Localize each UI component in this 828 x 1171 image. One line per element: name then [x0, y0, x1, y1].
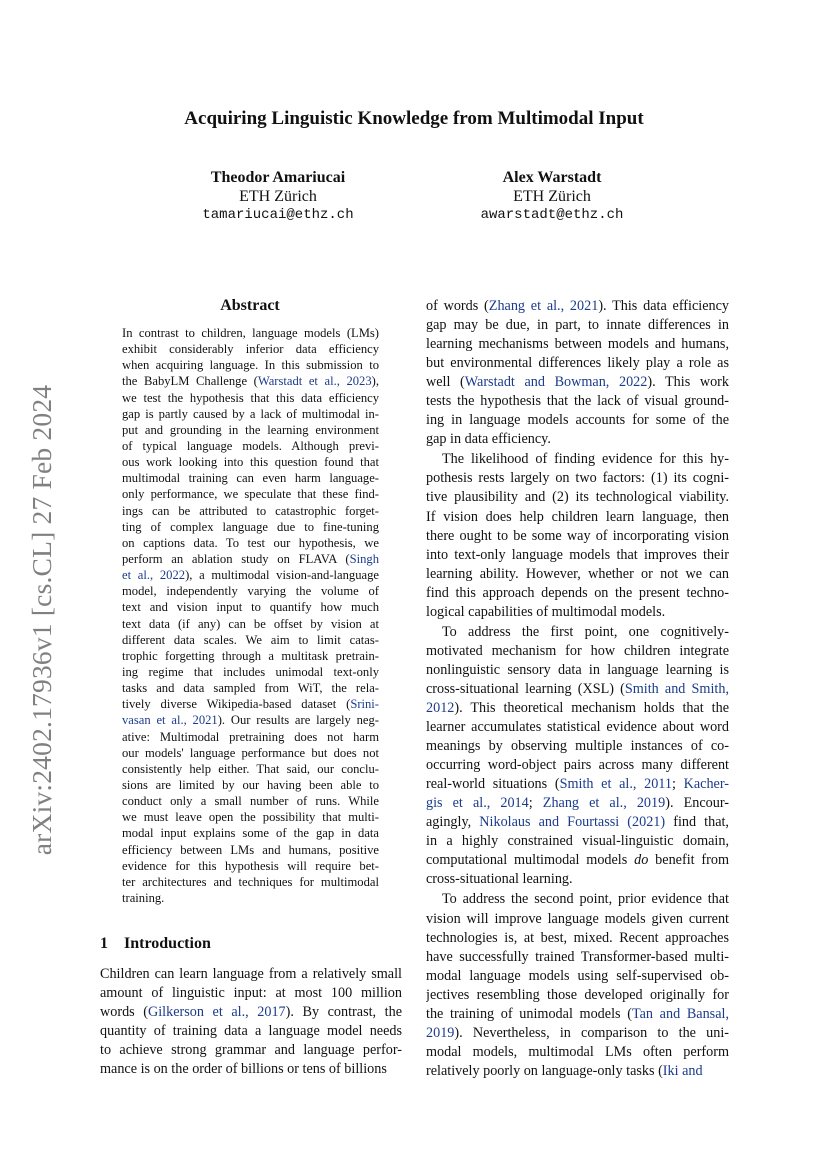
text-segment: ). Our results are largely neg- [217, 713, 379, 728]
text-line [426, 813, 729, 832]
text-line [426, 851, 729, 870]
text-line [426, 603, 729, 622]
text-line [122, 519, 379, 535]
text-segment: motivated mechanism for how children integrate [426, 642, 729, 659]
text-line [426, 297, 729, 316]
author-email: tamariucai@ethz.ch [202, 207, 354, 223]
text-segment: modal input explains some of the gap in data [122, 826, 379, 841]
text-line [426, 623, 729, 642]
text-line [122, 551, 379, 567]
text-line [100, 1003, 402, 1022]
text-segment: cross-situational learning (XSL) ( [426, 680, 625, 697]
text-segment: ting of complex language due to fine-tuning [122, 519, 379, 534]
citation-link[interactable]: 2019 [426, 1024, 455, 1041]
citation-link[interactable]: 2012 [426, 699, 455, 716]
citation-link[interactable]: Smith and Smith, [624, 680, 729, 697]
text-segment: ter architectures and techniques for multimodal [122, 874, 379, 889]
text-segment: ). This work [647, 374, 729, 391]
text-segment: consistently help either. That said, our conclu- [122, 761, 379, 776]
text-segment: efficiency between LMs and humans, positive [122, 842, 379, 857]
text-segment: evidence for this hypothesis will require bet- [122, 858, 379, 873]
text-line [122, 825, 379, 841]
text-line [122, 696, 379, 712]
text-line [426, 870, 729, 889]
text-line [426, 508, 729, 527]
text-segment: ), [371, 374, 379, 389]
text-line [122, 712, 379, 728]
section-heading-introduction [100, 934, 211, 954]
text-line [122, 680, 379, 696]
text-segment: to achieve strong grammar and language perfor- [100, 1042, 402, 1059]
text-segment: learner accumulates statistical evidence about word [426, 719, 729, 736]
text-line [426, 565, 729, 584]
text-line [122, 341, 379, 357]
text-segment: of typical language models. Although previ- [122, 438, 379, 453]
text-line [426, 335, 729, 354]
text-line [426, 967, 729, 986]
text-line [122, 632, 379, 648]
text-line [122, 503, 379, 519]
text-segment: the training of unimodal models ( [426, 1005, 632, 1022]
text-segment: words ( [100, 1004, 148, 1021]
text-line [100, 965, 402, 984]
text-segment: ; [671, 776, 684, 793]
text-line [426, 661, 729, 680]
text-line [122, 486, 379, 502]
text-segment: different data scales. We aim to limit catas- [122, 632, 379, 647]
citation-link[interactable]: Singh [349, 551, 379, 566]
text-segment: only performance, we speculate that these find- [122, 487, 379, 502]
text-segment: tests the hypothesis that the lack of visual ground- [426, 393, 729, 410]
text-line [122, 454, 379, 470]
text-line [426, 910, 729, 929]
text-segment: in a highly constrained visual-linguistic domain, [426, 833, 729, 850]
text-segment: find that, [665, 814, 729, 831]
text-segment: modal models, multimodal LMs often perform [426, 1043, 729, 1060]
text-segment: text and vision input to quantify how much [122, 600, 379, 615]
text-segment: on captions data. To test our hypothesis, we [122, 535, 379, 550]
text-line [122, 422, 379, 438]
text-segment: ). Encour- [665, 795, 729, 812]
text-line [122, 599, 379, 615]
right-column [426, 297, 729, 1087]
text-segment: ing regime that includes unimodal text-only [122, 664, 379, 679]
text-segment: ). By contrast, the [285, 1004, 402, 1021]
text-segment: modal language models using self-supervised ob- [426, 967, 729, 984]
text-line [122, 325, 379, 341]
abstract-body [122, 325, 379, 925]
author-block [442, 168, 662, 225]
text-segment: computational multimodal models [426, 852, 635, 869]
text-line [122, 842, 379, 858]
text-segment: into text-only language models that improves their [426, 546, 729, 563]
citation-link[interactable]: Iki and [662, 1062, 703, 1079]
text-line [426, 450, 729, 469]
text-segment: we test the hypothesis that this data efficiency [122, 390, 379, 405]
text-segment: To address the first point, one cognitively- [442, 623, 729, 640]
text-segment: model, independently varying the volume of [122, 584, 379, 599]
citation-link[interactable]: et al., 2022 [122, 568, 186, 583]
text-line [122, 874, 379, 890]
text-segment: multimodal training can even harm language- [122, 471, 379, 486]
text-segment: real-world situations ( [426, 776, 560, 793]
text-segment: mance is on the order of billions or tens of billions [100, 1061, 387, 1078]
text-segment: text data (if any) can be offset by vision at [122, 616, 379, 631]
text-segment: ative: Multimodal pretraining does not harm [122, 729, 379, 744]
text-segment: ing in language models accounts for some of the [426, 412, 729, 429]
text-line [122, 648, 379, 664]
abstract-heading: Abstract [220, 297, 280, 314]
text-line [426, 699, 729, 718]
text-line [426, 929, 729, 948]
text-segment: amount of linguistic input: at most 100 million [100, 985, 402, 1002]
text-segment: sions are limited by our having been able to [122, 777, 379, 792]
citation-link[interactable]: Tan and Bansal, [631, 1005, 729, 1022]
text-line [122, 777, 379, 793]
paper-title: Acquiring Linguistic Knowledge from Multimodal Input [184, 108, 644, 129]
text-segment: ous work looking into this question found that [122, 455, 379, 470]
text-segment: pothesis rests largely on two factors: (1) its cogni- [426, 470, 729, 487]
author-email: awarstadt@ethz.ch [480, 207, 624, 223]
text-line [426, 718, 729, 737]
text-segment: ). Nevertheless, in comparison to the uni- [454, 1024, 729, 1041]
text-line [426, 1062, 729, 1081]
text-segment: ings can be attributed to catastrophic forget- [122, 503, 379, 518]
text-line [426, 948, 729, 967]
text-segment: ; [528, 795, 543, 812]
text-segment: when acquiring language. In this submission to [122, 358, 379, 373]
text-segment: gap is partly caused by a lack of multimodal in- [122, 406, 379, 421]
text-line [426, 775, 729, 794]
text-line [122, 729, 379, 745]
text-line [100, 1022, 402, 1041]
text-line [122, 809, 379, 825]
text-line [426, 488, 729, 507]
text-line [426, 986, 729, 1005]
text-line [122, 373, 379, 389]
citation-link[interactable]: Smith et al., 2011 [559, 776, 672, 793]
text-line [100, 1041, 402, 1060]
text-segment: In contrast to children, language models (LMs) [122, 326, 379, 340]
text-segment: gap may be due, in part, to innate differences in [426, 317, 729, 334]
text-segment: gap in data efficiency. [426, 431, 551, 448]
text-line [122, 745, 379, 761]
text-line [426, 316, 729, 335]
text-line [122, 567, 379, 583]
citation-link[interactable]: Gilkerson et al., 2017 [147, 1004, 286, 1021]
text-segment: conduct only a small number of runs. While [122, 794, 379, 809]
text-line [426, 890, 729, 909]
text-segment: vision will improve language models given current [426, 910, 729, 927]
text-line [426, 411, 729, 430]
author-name: Alex Warstadt [502, 169, 602, 186]
text-segment: the BabyLM Challenge ( [122, 374, 258, 389]
text-segment: have successfully trained Transformer-based multi- [426, 948, 729, 965]
text-segment: learning ability. However, whether or not we can [426, 565, 729, 582]
text-line [426, 392, 729, 411]
section-title: Introduction [124, 935, 211, 952]
citation-link[interactable]: vasan et al., 2021 [122, 713, 218, 728]
arxiv-identifier-text: arXiv:2402.17936v1 [cs.CL] 27 Feb 2024 [26, 384, 57, 856]
arxiv-identifier-stamp [22, 360, 62, 880]
text-line [426, 642, 729, 661]
text-line [122, 793, 379, 809]
text-segment: tive plausibility and (2) its technological viability. [426, 489, 729, 506]
text-segment: benefit from [648, 852, 729, 869]
text-segment: If vision does help children learn language, then [426, 508, 729, 525]
text-segment: logical capabilities of multimodal models. [426, 603, 666, 620]
text-segment: relatively poorly on language-only tasks ( [426, 1062, 663, 1079]
text-segment: trophic forgetting through a multitask pretrain- [122, 648, 379, 663]
text-line [426, 527, 729, 546]
author-affiliation: ETH Zürich [513, 188, 591, 205]
text-segment: we must leave open the possibility that multi- [122, 810, 379, 825]
text-line [122, 390, 379, 406]
text-segment: To address the second point, prior evidence that [442, 891, 729, 908]
text-segment: ). This theoretical mechanism holds that the [454, 699, 729, 716]
text-segment: ), a multimodal vision-and-language [185, 568, 379, 583]
text-line [426, 794, 729, 813]
text-line [426, 430, 729, 449]
text-line [122, 357, 379, 373]
text-line [122, 664, 379, 680]
text-segment: jectives resembling those developed originally for [426, 986, 729, 1003]
author-name: Theodor Amariucai [210, 169, 346, 186]
text-line [122, 858, 379, 874]
text-segment: quantity of training data a language model needs [100, 1023, 402, 1040]
text-segment: of words ( [426, 298, 489, 314]
citation-link[interactable]: Srini- [350, 697, 379, 712]
text-segment: technologies is, at best, mixed. Recent approaches [426, 929, 729, 946]
citation-link[interactable]: Kacher- [683, 776, 729, 793]
author-block [168, 168, 388, 225]
text-segment: perform an ablation study on FLAVA ( [122, 551, 350, 566]
text-segment: agingly, [426, 814, 480, 831]
text-segment: learning mechanisms between models and humans, [426, 336, 729, 353]
section-number: 1 [100, 935, 108, 952]
citation-link[interactable]: Nikolaus and Fourtassi (2021) [479, 814, 666, 831]
text-segment: there ought to be some way of incorporating vision [426, 527, 729, 544]
author-affiliation: ETH Zürich [239, 188, 317, 205]
text-line [426, 832, 729, 851]
text-line [122, 761, 379, 777]
text-line [122, 890, 379, 906]
text-line [426, 737, 729, 756]
text-line [426, 469, 729, 488]
text-segment: but environmental differences likely play a role as [426, 355, 729, 372]
text-segment: tively diverse Wikipedia-based dataset ( [122, 697, 351, 712]
text-segment: occurring word-object pairs across many different [426, 757, 729, 774]
text-segment: training. [122, 890, 165, 905]
text-line [426, 756, 729, 775]
text-line [122, 470, 379, 486]
text-segment: ). This data efficiency [598, 298, 729, 314]
text-line [426, 373, 729, 392]
intro-left-column [100, 965, 402, 1085]
text-line [426, 1005, 729, 1024]
text-segment: tasks and data sampled from WiT, the rela- [122, 681, 379, 696]
text-segment: cross-situational learning. [426, 871, 573, 888]
text-line [122, 406, 379, 422]
citation-link[interactable]: Warstadt and Bowman, 2022 [464, 374, 648, 391]
text-segment: do [634, 852, 649, 869]
text-line [426, 1043, 729, 1062]
text-segment: nonlinguistic sensory data in language learning is [426, 661, 729, 678]
text-line [426, 680, 729, 699]
text-line [426, 584, 729, 603]
text-line [100, 984, 402, 1003]
text-line [426, 354, 729, 373]
text-segment: exhibit considerably inferior data efficiency [122, 342, 379, 357]
text-line [122, 616, 379, 632]
text-segment: our models' language performance but does not [122, 745, 379, 760]
text-line [100, 1060, 402, 1079]
text-segment: meanings by observing multiple instances of co- [426, 738, 729, 755]
text-segment: put and grounding in the learning environment [122, 422, 379, 437]
text-line [122, 535, 379, 551]
text-segment: find this approach depends on the present techno- [426, 584, 729, 601]
text-segment: The likelihood of finding evidence for this hy- [442, 451, 729, 468]
citation-link[interactable]: Warstadt et al., 2023 [257, 374, 372, 389]
citation-link[interactable]: gis et al., 2014 [426, 795, 529, 812]
text-line [122, 583, 379, 599]
text-segment: well ( [426, 374, 465, 391]
text-line [426, 546, 729, 565]
citation-link[interactable]: Zhang et al., 2019 [542, 795, 666, 812]
citation-link[interactable]: Zhang et al., 2021 [488, 298, 599, 314]
text-line [426, 1024, 729, 1043]
text-line [122, 438, 379, 454]
text-segment: Children can learn language from a relatively small [100, 966, 402, 982]
